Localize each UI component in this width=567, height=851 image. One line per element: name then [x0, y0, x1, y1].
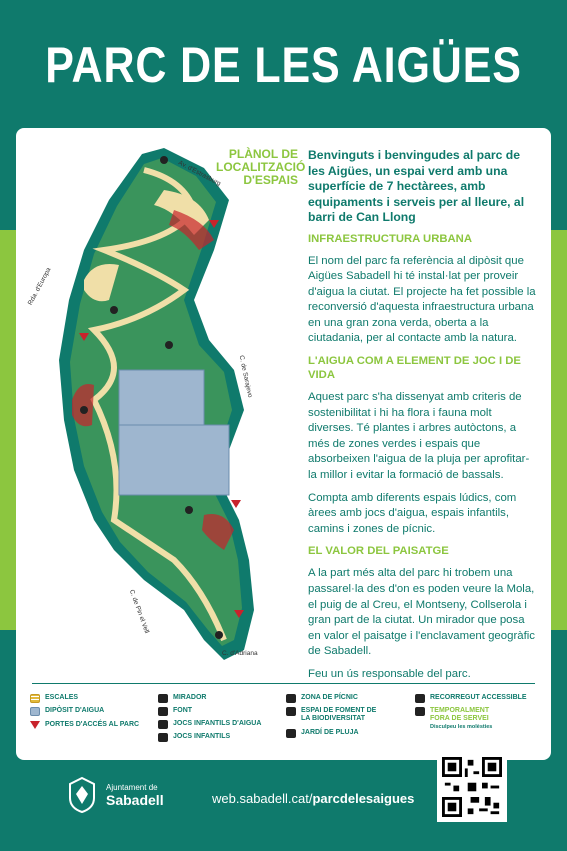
intro: Benvinguts i benvingudes al parc de les Aigües, un espai verd amb una superfície de 7 hectàrees, amb equipaments i serveis per al lleure, al barri de Can Llong [308, 148, 525, 224]
legend-label: PORTES D'ACCÉS AL PARC [45, 721, 140, 728]
section-paragraph: Compta amb diferents espais lúdics, com àrees amb jocs d'aigua, espais infantils, camins i zones de pícnic. [308, 491, 517, 535]
section-paragraph: Aquest parc s'ha dissenyat amb criteris de sostenibilitat i hi ha flora i fauna molt diverses. Té plantes i arbres autòctons, a més de zones verdes i espais que absorbeixen l'aigua de la pluja per aprofitar-la millor i evitar la formació de bassals. [308, 391, 530, 482]
street-adriana: C. d'Adriana [222, 650, 258, 657]
legend-divider [32, 683, 535, 684]
legend-label: ZONA DE PÍCNIC [301, 694, 358, 701]
legend-temporal [415, 707, 500, 731]
logo-text [106, 783, 164, 808]
legend-label: JOCS INFANTILS D'AIGUA [173, 720, 262, 727]
map-marker-4 [215, 631, 223, 639]
legend-jardi [286, 729, 359, 738]
map-title-line: LOCALITZACIÓ [216, 160, 306, 174]
biodiversitat-icon [286, 707, 296, 716]
legend-jocs-aigua [158, 720, 261, 729]
map-marker-5 [110, 306, 118, 314]
legend-label: ESCALES [45, 694, 79, 701]
street-pin-vell: C. de Pin el Vell [127, 588, 151, 635]
accessible-icon [415, 694, 425, 703]
section-paragraph: El nom del parc fa referència al dipòsit que Aigües Sabadell hi té instal·lat per proveir d'aigua la ciutat. El projecte ha fet possible la reconversió d'aquesta infraestructura urbana en una gran zona verda, oberta a la ciutadania, per al contacte amb la natura. [308, 254, 536, 345]
jardi-icon [286, 729, 296, 738]
street-estrasburg: Av. d'Estrasburg [177, 159, 222, 188]
legend-label: DIPÒSIT D'AIGUA [45, 707, 105, 714]
map-marker-3 [185, 506, 193, 514]
jocs-aigua-icon [158, 720, 168, 729]
text-column [308, 148, 538, 690]
temporal-icon [415, 707, 425, 716]
legend-picnic [286, 694, 358, 703]
section-heading: L'AIGUA COM A ELEMENT DE JOC I DE VIDA [308, 355, 521, 382]
water-tank-lower [119, 425, 229, 495]
legend-jocs [158, 733, 230, 742]
sabadell-shield-icon [66, 776, 98, 814]
stairs-icon [30, 694, 40, 703]
section-paragraph: Feu un ús responsable del parc. [308, 667, 471, 680]
legend-diposit [30, 707, 104, 716]
font-icon [158, 707, 168, 716]
url-prefix: web.sabadell.cat/ [212, 791, 313, 806]
legend-label: MIRADOR [173, 694, 207, 701]
water-tank-icon [30, 707, 40, 716]
legend-biodiversitat [286, 707, 381, 723]
logo-city: Sabadell [106, 791, 164, 808]
street-europa: Rda. d'Europa [26, 266, 53, 307]
park-url[interactable] [212, 791, 414, 806]
legend-sublabel: Disculpeu les molèsties [430, 724, 493, 730]
qr-code-icon[interactable] [437, 752, 507, 822]
legend-recorregut [415, 694, 527, 703]
jocs-icon [158, 733, 168, 742]
url-path: parcdelesaigues [312, 791, 415, 806]
section-paragraph: A la part més alta del parc hi trobem una passarel·la des d'on es poden veure la Mola, el puig de al Creu, el Montseny, Collserola i gran part de la ciutat. Un mirador que posa en valor el paisatge i l'enclavament geogràfic de Sabadell. [308, 567, 535, 658]
legend-label: FONT [173, 707, 193, 714]
street-sarajevo: C. de Sarajevo [237, 354, 254, 399]
page-title: PARC DE LES AIGÜES [45, 37, 522, 93]
legend-label: TEMPORALMENT FORA DE SERVEI [430, 707, 490, 722]
map-title-line: D'ESPAIS [243, 173, 298, 187]
park-map [24, 140, 314, 680]
map-marker-1 [160, 156, 168, 164]
sabadell-logo [66, 776, 164, 814]
legend-label: ESPAI DE FOMENT DE LA BIODIVERSITAT [301, 707, 377, 722]
gate-icon [30, 721, 40, 729]
legend-escales [30, 694, 78, 703]
map-title-line: PLÀNOL DE [228, 147, 298, 161]
legend-label: JARDÍ DE PLUJA [301, 729, 359, 736]
legend-label: RECORREGUT ACCESSIBLE [430, 694, 527, 701]
logo-ajuntament: Ajuntament de [106, 782, 158, 792]
legend-mirador [158, 694, 206, 703]
legend [30, 694, 540, 754]
section-heading: INFRAESTRUCTURA URBANA [308, 232, 473, 245]
picnic-icon [286, 694, 296, 703]
qr-pattern [442, 757, 502, 817]
map-marker-6 [80, 406, 88, 414]
legend-label: JOCS INFANTILS [173, 733, 231, 740]
legend-portes [30, 721, 139, 729]
info-card [16, 128, 551, 760]
access-gate-3 [231, 500, 241, 508]
map-marker-2 [165, 341, 173, 349]
map-title [216, 147, 306, 187]
water-tank [119, 370, 204, 425]
section-heading: EL VALOR DEL PAISATGE [308, 545, 449, 558]
legend-font [158, 707, 192, 716]
mirador-icon [158, 694, 168, 703]
